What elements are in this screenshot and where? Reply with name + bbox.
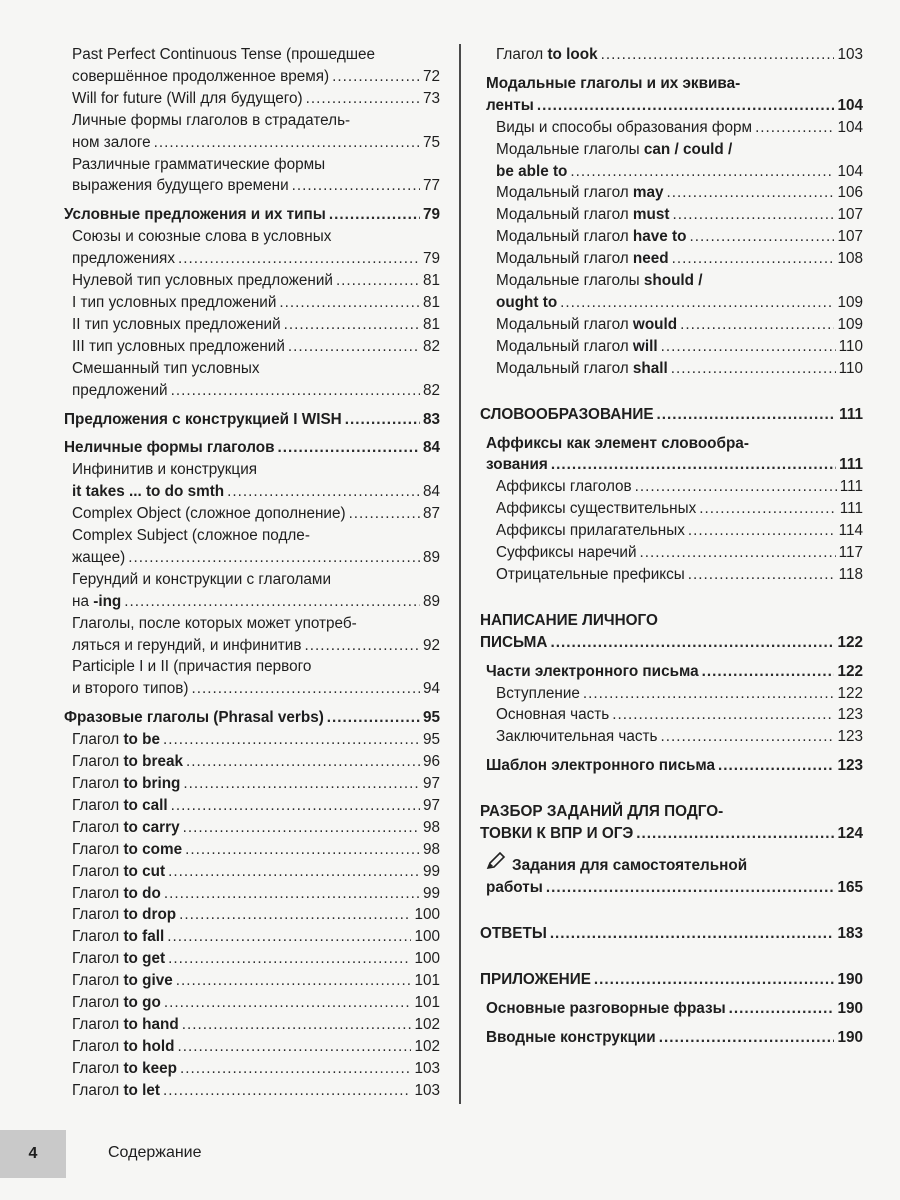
toc-entry-participle[interactable]: Participle I и II (причастия первого и второго типов) ..... 94	[62, 656, 440, 700]
page-number: 97	[422, 796, 440, 814]
dot-leader	[186, 751, 420, 773]
toc-entry-passive-voice[interactable]: Личные формы глаголов в страдатель- ном залоге ..... 75	[62, 110, 440, 154]
page-number: 102	[414, 1037, 440, 1055]
dot-leader	[612, 704, 834, 726]
page-number: 73	[422, 89, 440, 107]
dot-leader	[163, 729, 420, 751]
page-number: 106	[837, 184, 863, 202]
footer-title: Содержание	[108, 1144, 202, 1161]
page-number: 100	[414, 906, 440, 924]
toc-section-personal-letter[interactable]: НАПИСАНИЕ ЛИЧНОГО ПИСЬМА ..... 122	[480, 610, 863, 654]
dot-leader	[124, 591, 420, 613]
dot-leader	[755, 117, 834, 139]
dot-leader	[306, 88, 420, 110]
page-number: 103	[837, 46, 863, 63]
toc-entry-modal-forms[interactable]: Виды и способы образования форм ..... 104	[480, 117, 863, 139]
dot-leader	[560, 292, 834, 314]
page-number: 190	[837, 999, 863, 1017]
toc-entry-phrasal-verb[interactable]: Глагол to drop ..... 100	[62, 904, 440, 926]
page-number: 190	[837, 970, 863, 988]
page-number-box: 4	[0, 1130, 66, 1178]
dot-leader	[279, 292, 420, 314]
page-number: 190	[837, 1028, 863, 1046]
dot-leader	[570, 161, 834, 183]
toc-entry-phrasal-verb[interactable]: Глагол to cut ..... 99	[62, 861, 440, 883]
toc-heading-phrases[interactable]: Основные разговорные фразы ..... 190	[480, 998, 863, 1020]
dot-leader	[177, 1036, 411, 1058]
page-number: 118	[838, 565, 863, 583]
toc-entry-first-conditional[interactable]: I тип условных предложений ..... 81	[62, 292, 440, 314]
dot-leader	[182, 1014, 412, 1036]
toc-section-tasks[interactable]: РАЗБОР ЗАДАНИЙ ДЛЯ ПОДГО- ТОВКИ К ВПР И ОГЭ ..... 124	[480, 801, 863, 845]
toc-entry-zero-conditional[interactable]: Нулевой тип условных предложений ..... 81	[62, 270, 440, 292]
dot-leader	[163, 1080, 411, 1102]
dot-leader	[284, 314, 420, 336]
dot-leader	[718, 755, 834, 777]
toc-entry-past-perfect-continuous[interactable]: Past Perfect Continuous Tense (прошедшее совершённое продолженное время) ..... 72	[62, 44, 440, 88]
dot-leader	[550, 632, 834, 654]
dot-leader	[699, 498, 837, 520]
toc-entry-phrasal-verb[interactable]: Глагол to get ..... 100	[62, 948, 440, 970]
page-number: 123	[837, 706, 863, 724]
toc-heading-affixes[interactable]: Аффиксы как элемент словообра- зования ..... 111	[480, 433, 863, 477]
dot-leader	[640, 542, 836, 564]
toc-entry-third-conditional[interactable]: III тип условных предложений ..... 82	[62, 336, 440, 358]
toc-entry-verb-affixes[interactable]: Аффиксы глаголов ..... 111	[480, 476, 863, 498]
dot-leader	[329, 204, 420, 226]
page-number: 111	[839, 478, 863, 496]
toc-entry-phrasal-verb[interactable]: Глагол to hand ..... 102	[62, 1014, 440, 1036]
toc-section-word-formation[interactable]: СЛОВООБРАЗОВАНИЕ ..... 111	[480, 404, 863, 426]
page-number: 107	[837, 206, 863, 224]
dot-leader	[583, 683, 835, 705]
dot-leader	[183, 817, 420, 839]
toc-entry-gerund[interactable]: Герундий и конструкции с глаголами на -ing ..... 89	[62, 569, 440, 613]
page-number: 122	[837, 633, 863, 651]
page-number: 103	[414, 1059, 440, 1077]
dot-leader	[672, 204, 834, 226]
dot-leader	[176, 970, 412, 992]
toc-entry-phrasal-verb[interactable]: Глагол to bring ..... 97	[62, 773, 440, 795]
page-number: 111	[839, 405, 863, 423]
toc-entry-phrasal-verb[interactable]: Глагол to go ..... 101	[62, 992, 440, 1014]
toc-entry-must[interactable]: Модальный глагол must ..... 107	[480, 204, 863, 226]
toc-entry-phrasal-verb[interactable]: Глагол to break ..... 96	[62, 751, 440, 773]
pencil-icon	[486, 852, 506, 877]
page-number: 117	[838, 544, 863, 562]
toc-entry-will[interactable]: Модальный глагол will ..... 110	[480, 336, 863, 358]
page-number: 83	[422, 410, 440, 428]
page-number: 124	[837, 825, 863, 843]
toc-entry-phrasal-verb[interactable]: Глагол to hold ..... 102	[62, 1036, 440, 1058]
page-number: 95	[422, 709, 440, 727]
page-number: 89	[422, 592, 440, 610]
dot-leader	[154, 132, 420, 154]
toc-entry-phrasal-verb[interactable]: Глагол to call ..... 97	[62, 795, 440, 817]
dot-leader	[688, 520, 836, 542]
toc-heading-conditionals[interactable]: Условные предложения и их типы ..... 79	[62, 204, 440, 226]
page-number: 108	[837, 250, 863, 268]
dot-leader	[192, 678, 420, 700]
toc-entry-should-ought[interactable]: Модальные глаголы should / ought to ..... 109	[480, 270, 863, 314]
dot-leader	[349, 503, 420, 525]
toc-entry-phrasal-verb[interactable]: Глагол to keep ..... 103	[62, 1058, 440, 1080]
page-number: 183	[837, 924, 863, 942]
dot-leader	[672, 248, 835, 270]
page-number: 72	[422, 67, 440, 85]
dot-leader	[278, 437, 420, 459]
page-number: 96	[422, 753, 440, 771]
dot-leader	[671, 358, 836, 380]
dot-leader	[636, 823, 834, 845]
dot-leader	[601, 44, 835, 66]
toc-heading-wish[interactable]: Предложения с конструкцией I WISH ..... 83	[62, 409, 440, 431]
dot-leader	[171, 380, 420, 402]
dot-leader	[168, 861, 420, 883]
page-number: 92	[422, 636, 440, 654]
page-number: 111	[839, 456, 863, 474]
page-number: 100	[414, 928, 440, 946]
page-footer	[0, 1130, 900, 1180]
page-number: 94	[422, 680, 440, 698]
toc-entry-final-part[interactable]: Заключительная часть ..... 123	[480, 726, 863, 748]
dot-leader	[227, 481, 420, 503]
dot-leader	[292, 175, 420, 197]
dot-leader	[680, 314, 834, 336]
toc-heading-modal-verbs[interactable]: Модальные глаголы и их эквива- ленты ..... 104	[480, 73, 863, 117]
dot-leader	[304, 635, 420, 657]
page-number: 98	[422, 818, 440, 836]
toc-heading-email-template[interactable]: Шаблон электронного письма ..... 123	[480, 755, 863, 777]
toc-heading-phrasal-verbs[interactable]: Фразовые глаголы (Phrasal verbs) ..... 95	[62, 707, 440, 729]
page-number: 109	[837, 315, 863, 333]
page-number: 81	[422, 293, 440, 311]
dot-leader	[657, 404, 837, 426]
dot-leader	[128, 547, 420, 569]
page-number: 122	[837, 662, 863, 680]
dot-leader	[537, 95, 835, 117]
dot-leader	[594, 969, 835, 991]
toc-section-appendix[interactable]: ПРИЛОЖЕНИЕ ..... 190	[480, 969, 863, 991]
page-number: 87	[422, 505, 440, 523]
toc-entry-may[interactable]: Модальный глагол may ..... 106	[480, 182, 863, 204]
dot-leader	[635, 476, 837, 498]
toc-left-column	[62, 44, 440, 1102]
dot-leader	[171, 795, 420, 817]
toc-entry-phrasal-verb[interactable]: Глагол to fall ..... 100	[62, 926, 440, 948]
toc-entry-main-part[interactable]: Основная часть ..... 123	[480, 704, 863, 726]
page-number: 79	[422, 250, 440, 268]
column-divider	[459, 44, 461, 1104]
dot-leader	[345, 409, 420, 431]
page-number: 165	[837, 878, 863, 896]
dot-leader	[327, 707, 420, 729]
page-number: 89	[422, 548, 440, 566]
toc-right-column	[480, 44, 863, 1048]
page-number: 114	[838, 522, 863, 540]
page-number: 99	[422, 862, 440, 880]
dot-leader	[546, 877, 835, 899]
page-number: 79	[422, 206, 440, 224]
dot-leader	[288, 336, 420, 358]
page-number: 82	[422, 381, 440, 399]
page-number: 75	[422, 133, 440, 151]
toc-entry-phrasal-verb[interactable]: Глагол to give ..... 101	[62, 970, 440, 992]
dot-leader	[688, 564, 836, 586]
dot-leader	[164, 883, 420, 905]
dot-leader	[689, 226, 834, 248]
toc-entry-noun-affixes[interactable]: Аффиксы существительных ..... 111	[480, 498, 863, 520]
page-number: 77	[422, 177, 440, 195]
page-number: 100	[414, 950, 440, 968]
page-number: 110	[838, 337, 863, 355]
toc-entry-shall[interactable]: Модальный глагол shall ..... 110	[480, 358, 863, 380]
toc-entry-adverb-suffixes[interactable]: Суффиксы наречий ..... 117	[480, 542, 863, 564]
toc-entry-infinitive[interactable]: Инфинитив и конструкция it takes ... to do smth ..... 84	[62, 459, 440, 503]
toc-entry-conjunctions[interactable]: Союзы и союзные слова в условных предложениях ..... 79	[62, 226, 440, 270]
toc-entry-phrasal-verb[interactable]: Глагол to carry ..... 98	[62, 817, 440, 839]
dot-leader	[729, 998, 835, 1020]
toc-heading-email-parts[interactable]: Части электронного письма ..... 122	[480, 661, 863, 683]
dot-leader	[178, 248, 420, 270]
page-number: 104	[837, 118, 863, 136]
toc-entry-adjective-affixes[interactable]: Аффиксы прилагательных ..... 114	[480, 520, 863, 542]
dot-leader	[179, 904, 411, 926]
toc-heading-self-work[interactable]: Задания для самостоятельной работы ..... 165	[480, 852, 863, 899]
toc-entry-can-could[interactable]: Модальные глаголы can / could / be able to ..... 104	[480, 139, 863, 183]
toc-entry-will-future[interactable]: Will for future (Will для будущего) ..... 73	[62, 88, 440, 110]
dot-leader	[661, 336, 836, 358]
page-number: 95	[422, 731, 440, 749]
page-number: 103	[414, 1081, 440, 1099]
dot-leader	[550, 923, 835, 945]
page-number: 123	[837, 757, 863, 775]
toc-entry-introduction[interactable]: Вступление ..... 122	[480, 683, 863, 705]
page-number: 111	[839, 500, 863, 518]
page-number: 101	[414, 972, 440, 990]
toc-entry-phrasal-verb[interactable]: Глагол to come ..... 98	[62, 839, 440, 861]
page-number: 99	[422, 884, 440, 902]
page-number: 97	[422, 775, 440, 792]
dot-leader	[661, 726, 835, 748]
toc-heading-introductory-constructions[interactable]: Вводные конструкции ..... 190	[480, 1027, 863, 1049]
dot-leader	[183, 773, 420, 795]
toc-section-answers[interactable]: ОТВЕТЫ ..... 183	[480, 923, 863, 945]
page-number: 104	[837, 162, 863, 180]
toc-entry-would[interactable]: Модальный глагол would ..... 109	[480, 314, 863, 336]
phrasal-verb-list	[62, 729, 440, 1101]
dot-leader	[332, 66, 420, 88]
toc-entry-need[interactable]: Модальный глагол need ..... 108	[480, 248, 863, 270]
toc-entry-to-look[interactable]: Глагол to look ..... 103	[480, 44, 863, 66]
page-number: 84	[422, 439, 440, 457]
dot-leader	[659, 1027, 835, 1049]
dot-leader	[164, 992, 412, 1014]
toc-entry-phrasal-verb[interactable]: Глагол to let ..... 103	[62, 1080, 440, 1102]
dot-leader	[336, 270, 420, 292]
toc-entry-have-to[interactable]: Модальный глагол have to ..... 107	[480, 226, 863, 248]
toc-entry-mixed-conditional[interactable]: Смешанный тип условных предложений ..... 82	[62, 358, 440, 402]
toc-entry-future-forms[interactable]: Различные грамматические формы выражения будущего времени ..... 77	[62, 154, 440, 198]
page-number: 98	[422, 840, 440, 858]
dot-leader	[167, 926, 411, 948]
page-number: 110	[838, 359, 863, 377]
toc-entry-complex-object[interactable]: Complex Object (сложное дополнение) ..... 87	[62, 503, 440, 525]
toc-entry-negative-prefixes[interactable]: Отрицательные префиксы ..... 118	[480, 564, 863, 586]
page-number: 82	[422, 337, 440, 355]
dot-leader	[702, 661, 835, 683]
page-number: 109	[837, 293, 863, 311]
dot-leader	[185, 839, 420, 861]
toc-entry-phrasal-verb[interactable]: Глагол to be ..... 95	[62, 729, 440, 751]
page-number: 84	[422, 483, 440, 501]
page-number: 101	[414, 994, 440, 1012]
dot-leader	[667, 182, 835, 204]
page-number: 104	[837, 96, 863, 114]
page-number: 107	[837, 228, 863, 246]
page-number: 81	[422, 272, 440, 290]
toc-heading-nonfinite[interactable]: Неличные формы глаголов ..... 84	[62, 437, 440, 459]
toc-entry-gerund-and-infinitive[interactable]: Глаголы, после которых может употреб- ляться и герундий, и инфинитив ..... 92	[62, 613, 440, 657]
dot-leader	[551, 454, 836, 476]
page-number: 123	[837, 728, 863, 746]
toc-entry-phrasal-verb[interactable]: Глагол to do ..... 99	[62, 883, 440, 905]
toc-entry-complex-subject[interactable]: Complex Subject (сложное подле- жащее) ..... 89	[62, 525, 440, 569]
dot-leader	[180, 1058, 411, 1080]
dot-leader	[168, 948, 411, 970]
page-number: 81	[422, 315, 440, 333]
page-number: 102	[414, 1015, 440, 1033]
page-number: 122	[837, 684, 863, 702]
toc-entry-second-conditional[interactable]: II тип условных предложений ..... 81	[62, 314, 440, 336]
